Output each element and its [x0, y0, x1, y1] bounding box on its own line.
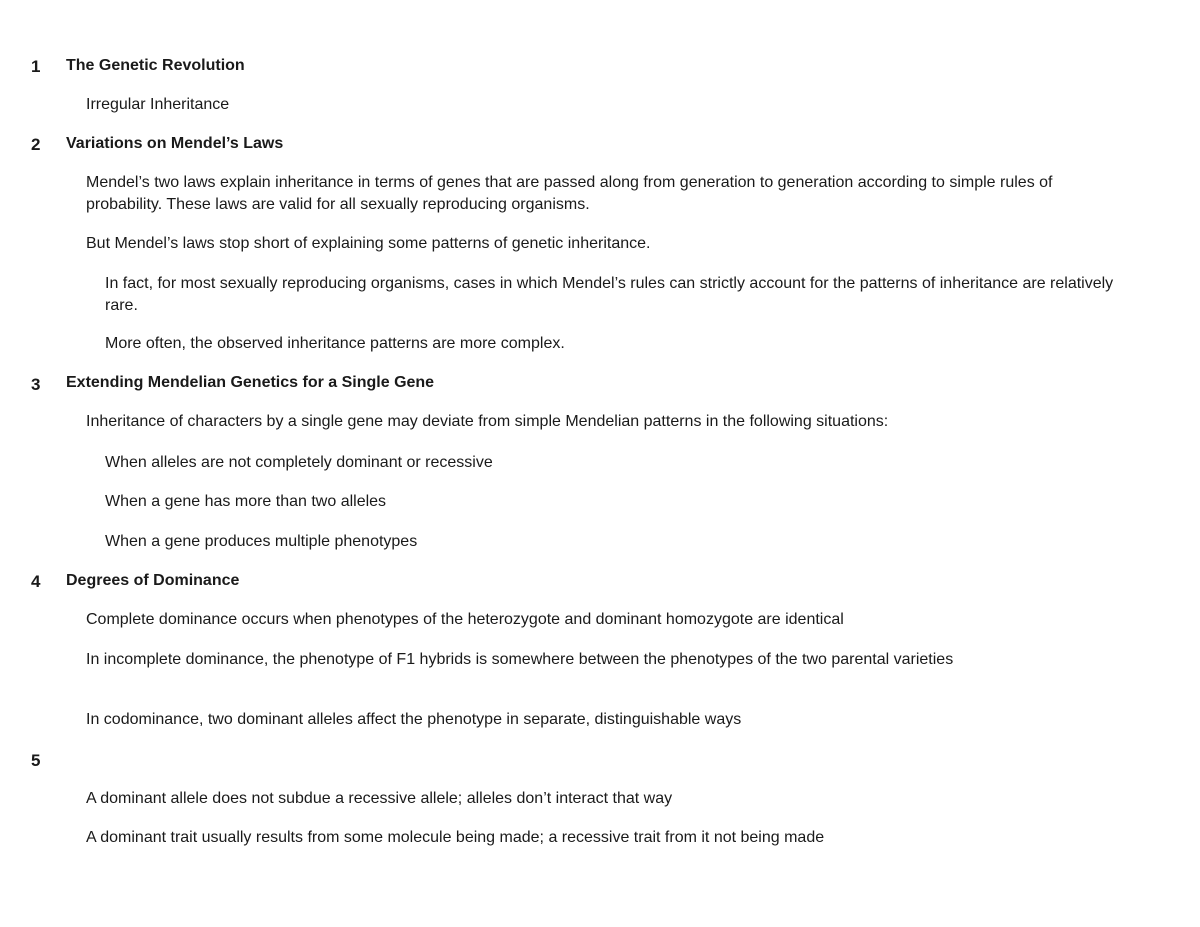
sub-bullet-item: More often, the observed inheritance patterns are more complex.: [105, 335, 565, 352]
bullet-item: Irregular Inheritance: [86, 96, 230, 113]
slide-title: The Genetic Revolution: [66, 57, 245, 74]
bullet-item: Mendel’s two laws explain inheritance in terms of genes that are passed along from generation to generation according to simple rules of probability. These laws are valid for all sexually reproducing organisms.: [86, 174, 1053, 213]
sub-bullet-item: In fact, for most sexually reproducing organisms, cases in which Mendel’s rules can strictly account for the patterns of inheritance are relatively rare.: [105, 275, 1114, 314]
slide-number: 4: [31, 572, 41, 591]
bullet-item: In incomplete dominance, the phenotype of F1 hybrids is somewhere between the phenotypes of the two parental varieties: [86, 651, 954, 668]
bullet-item: In codominance, two dominant alleles affect the phenotype in separate, distinguishable ways: [86, 711, 742, 728]
slide-number: 5: [31, 751, 41, 770]
bullet-item: Complete dominance occurs when phenotypes of the heterozygote and dominant homozygote are identical: [86, 611, 844, 628]
bullet-item: But Mendel’s laws stop short of explaining some patterns of genetic inheritance.: [86, 235, 651, 252]
slide-title: Degrees of Dominance: [66, 572, 240, 589]
slide-number: 3: [31, 375, 41, 394]
bullet-item: A dominant allele does not subdue a recessive allele; alleles don’t interact that way: [86, 790, 673, 807]
sub-bullet-item: When a gene has more than two alleles: [105, 493, 387, 510]
sub-bullet-item: When alleles are not completely dominant or recessive: [105, 454, 493, 471]
slide-title: Extending Mendelian Genetics for a Single Gene: [66, 374, 435, 391]
slide-number: 2: [31, 135, 41, 154]
bullet-item: Inheritance of characters by a single gene may deviate from simple Mendelian patterns in the following situations:: [86, 413, 889, 430]
bullet-item: A dominant trait usually results from some molecule being made; a recessive trait from it not being made: [86, 829, 825, 846]
slide-number: 1: [31, 57, 41, 76]
sub-bullet-item: When a gene produces multiple phenotypes: [105, 533, 418, 550]
slide-title: Variations on Mendel’s Laws: [66, 135, 284, 152]
